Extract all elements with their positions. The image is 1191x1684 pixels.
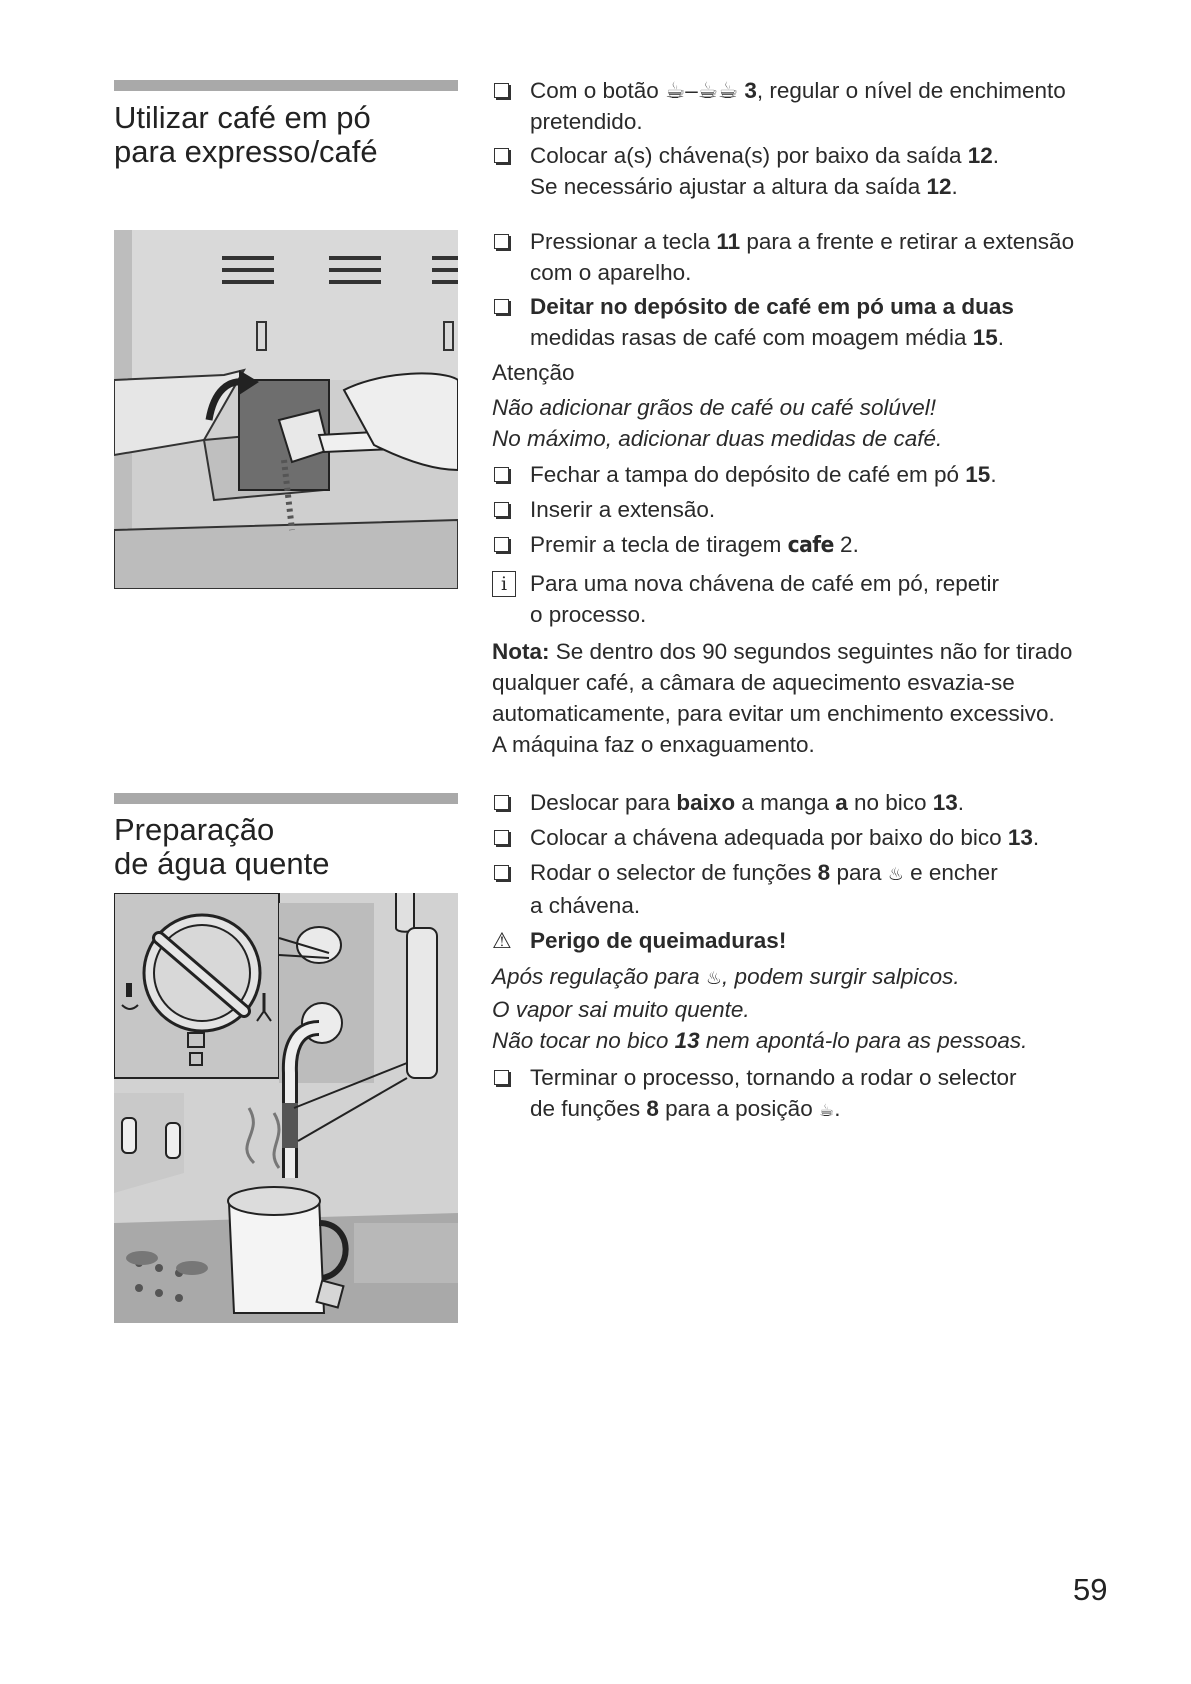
step-text: . [852, 532, 859, 557]
step-text: . [951, 174, 958, 199]
heading-line: Utilizar café em pó [114, 100, 371, 135]
step-text: com o aparelho. [530, 260, 692, 285]
step-close-lid [492, 459, 1132, 490]
step-press-dispense [492, 529, 1132, 561]
checkbox-bullet-icon [494, 299, 509, 314]
step-text: pretendido. [530, 109, 643, 134]
step-text: para a frente e retirar a extensão [740, 229, 1075, 254]
danger-text: Após regulação para [492, 964, 706, 989]
step-text: de funções [530, 1096, 647, 1121]
step-text: Colocar a chávena adequada por baixo do bico [530, 825, 1008, 850]
section-rule-2 [114, 793, 458, 804]
section-heading-hot-water [114, 813, 330, 881]
instructions-block-1 [492, 75, 1132, 202]
step-text: e encher [903, 860, 998, 885]
step-insert-extension [492, 494, 1132, 525]
ref-number: 15 [965, 462, 991, 487]
step-text: Com o botão [530, 78, 666, 103]
note-label: Nota: [492, 639, 550, 664]
danger-text: Não tocar no bico [492, 1028, 675, 1053]
checkbox-bullet-icon [494, 865, 509, 880]
note-text: qualquer café, a câmara de aquecimento esvazia-se [492, 670, 1015, 695]
ref-number: 8 [646, 1096, 659, 1121]
step-text-bold: baixo [676, 790, 736, 815]
danger-text: nem apontá-lo para as pessoas. [699, 1028, 1028, 1053]
step-text: Colocar a(s) chávena(s) por baixo da saída [530, 143, 968, 168]
step-text: Rodar o selector de funções [530, 860, 818, 885]
cup-position-icon: ☕ [818, 1101, 835, 1120]
checkbox-bullet-icon [494, 234, 509, 249]
info-note [492, 568, 1132, 630]
step-text: Fechar a tampa do depósito de café em pó [530, 462, 966, 487]
section-heading-ground-coffee [114, 101, 378, 169]
warning-triangle-icon: ⚠ [492, 928, 512, 953]
danger-heading [492, 925, 1132, 956]
instructions-block-2 [492, 226, 1132, 760]
step-text: o processo. [530, 602, 647, 627]
danger-line [492, 1025, 1132, 1056]
ref-number: 2 [833, 532, 853, 557]
step-text: . [997, 325, 1005, 350]
step-text: a manga [735, 790, 836, 815]
checkbox-bullet-icon [494, 83, 509, 98]
section-rule-1 [114, 80, 458, 91]
step-text: . [992, 143, 1000, 168]
cafe-key-label: cafe [787, 532, 834, 558]
step-press-key [492, 226, 1132, 288]
ref-number: 15 [972, 325, 998, 350]
step-text: medidas rasas de café com moagem média [530, 325, 973, 350]
danger-title: Perigo de queimaduras! [530, 928, 787, 953]
attention-title: Atenção [492, 360, 575, 385]
page-number: 59 [1073, 1572, 1108, 1607]
checkbox-bullet-icon [494, 148, 509, 163]
step-text: – [685, 78, 698, 103]
instructions-block-3 [492, 787, 1132, 1126]
note-text: A máquina faz o enxaguamento. [492, 732, 815, 757]
step-text: . [990, 462, 997, 487]
step-text: Terminar o processo, tornando a rodar o selector [530, 1065, 1017, 1090]
ref-number: 12 [926, 174, 952, 199]
checkbox-bullet-icon [494, 830, 509, 845]
heading-line: de água quente [114, 846, 330, 881]
step-text: Para uma nova chávena de café em pó, repetir [530, 571, 1000, 596]
step-text: para [830, 860, 888, 885]
step-text: Premir a tecla de tiragem [530, 532, 788, 557]
checkbox-bullet-icon [494, 502, 509, 517]
step-text-bold: a [835, 790, 848, 815]
step-text: Inserir a extensão. [530, 497, 716, 522]
ref-number: 13 [674, 1028, 700, 1053]
danger-text: , podem surgir salpicos. [722, 964, 960, 989]
step-text: . [957, 790, 965, 815]
step-text: a chávena. [530, 893, 641, 918]
step-text: . [1032, 825, 1040, 850]
illustration-ground-coffee-pour [114, 230, 458, 589]
checkbox-bullet-icon [494, 1070, 509, 1085]
ref-number: 11 [716, 229, 741, 254]
checkbox-bullet-icon [494, 537, 509, 552]
heading-line: Preparação [114, 812, 275, 847]
checkbox-bullet-icon [494, 467, 509, 482]
heading-line: para expresso/café [114, 134, 378, 169]
step-text: Deslocar para [530, 790, 677, 815]
note-text: automaticamente, para evitar um enchimento excessivo. [492, 701, 1055, 726]
step-text: Pressionar a tecla [530, 229, 717, 254]
illustration-hot-water [114, 893, 458, 1323]
cup-double-icon: ☕☕ [697, 78, 739, 103]
step-text: , regular o nível de enchimento [756, 78, 1066, 103]
step-text-bold: Deitar no depósito de café em pó uma a duas [530, 294, 1014, 319]
checkbox-bullet-icon [494, 795, 509, 810]
note-paragraph [492, 636, 1132, 760]
step-add-coffee [492, 291, 1132, 353]
ref-number: 3 [738, 78, 757, 103]
note-text: Se dentro dos 90 segundos seguintes não for tirado [549, 639, 1073, 664]
ref-number: 13 [1007, 825, 1033, 850]
step-text: no bico [847, 790, 933, 815]
ref-number: 13 [932, 790, 958, 815]
step-move-sleeve [492, 787, 1132, 818]
hot-water-icon: ♨ [705, 968, 723, 988]
attention-line: No máximo, adicionar duas medidas de café. [492, 426, 943, 451]
step-finish [492, 1062, 1132, 1126]
step-text: Se necessário ajustar a altura da saída [530, 174, 927, 199]
danger-line [492, 961, 1132, 994]
info-icon: i [492, 571, 516, 597]
step-text: para a posição [658, 1096, 819, 1121]
cup-single-icon: ☕ [665, 78, 686, 103]
step-place-cups [492, 140, 1132, 202]
step-turn-selector [492, 857, 1132, 921]
attention-line: Não adicionar grãos de café ou café solúvel! [492, 395, 937, 420]
danger-line: O vapor sai muito quente. [492, 997, 750, 1022]
ref-number: 8 [817, 860, 831, 885]
step-fill-level [492, 75, 1132, 137]
ref-number: 12 [967, 143, 993, 168]
step-text: . [834, 1096, 841, 1121]
step-place-cup [492, 822, 1132, 853]
hot-water-icon: ♨ [887, 864, 904, 884]
